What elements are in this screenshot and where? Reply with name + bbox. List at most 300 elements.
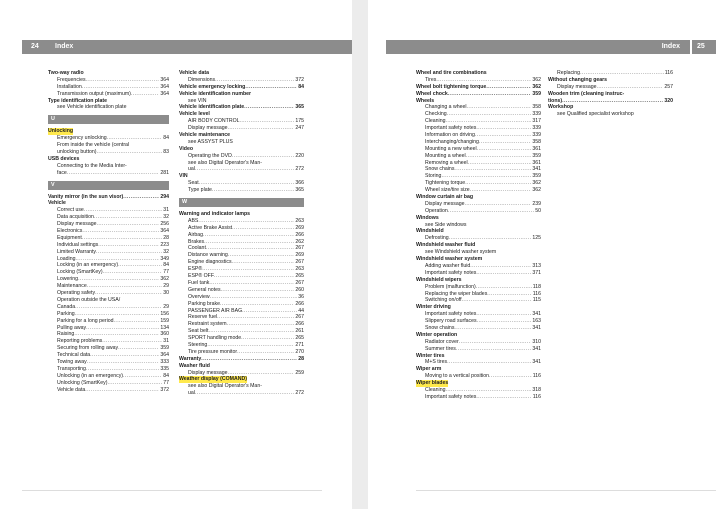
index-entry: [179, 266, 304, 273]
index-page-number: 84: [298, 83, 304, 90]
dot-leader: [468, 160, 532, 167]
index-entry: [179, 287, 304, 294]
index-entry: [416, 111, 541, 118]
index-entry: [416, 187, 541, 194]
dot-leader: [87, 283, 163, 290]
index-entry-text: Parking for a long period: [57, 317, 114, 324]
index-entry-text: Vehicle: [48, 200, 66, 207]
index-page-number: 220: [295, 152, 304, 159]
dot-leader: [82, 84, 160, 91]
dot-leader: [208, 328, 294, 335]
index-page-number: 134: [160, 324, 169, 331]
index-entry: [548, 111, 673, 118]
index-page-number: 359: [160, 345, 169, 352]
dot-leader: [232, 225, 294, 232]
index-entry-text: face: [57, 169, 67, 176]
dot-leader: [241, 335, 294, 342]
index-page-number: 341: [532, 359, 541, 366]
index-entry-text: Wooden trim (cleaning instruc-: [548, 90, 625, 97]
index-entry: [416, 173, 541, 180]
index-heading: [416, 98, 541, 105]
index-entry: [416, 180, 541, 187]
index-page-number: 362: [160, 276, 169, 283]
index-page-number: 372: [295, 76, 304, 83]
index-entry-text: Important safety notes: [425, 311, 477, 318]
index-page-number: 84: [163, 262, 169, 269]
left-page-header: [22, 40, 352, 54]
index-entry: [48, 352, 169, 359]
index-entry: [416, 325, 541, 332]
index-entry: [179, 245, 304, 252]
index-entry: [179, 153, 304, 160]
index-entry: [48, 142, 169, 149]
index-entry-text: Operating the DVD: [188, 152, 232, 159]
index-entry-text: Vehicle data: [57, 386, 86, 393]
dot-leader: [102, 338, 162, 345]
index-page-number: 116: [532, 393, 541, 400]
index-entry-text: Two-way radio: [48, 70, 84, 76]
index-entry-text: ABS: [188, 217, 199, 224]
index-entry: [179, 232, 304, 239]
dot-leader: [87, 359, 160, 366]
index-entry: [179, 273, 304, 280]
index-heading: [416, 304, 541, 311]
index-entry-text: Video: [179, 145, 194, 152]
index-page-number: 365: [295, 187, 304, 194]
index-entry-text: Overview: [188, 293, 210, 300]
index-page-number: 359: [532, 173, 541, 180]
index-entry: [48, 84, 169, 91]
index-entry: [179, 259, 304, 266]
index-page-number: 267: [295, 279, 304, 286]
index-entry: [179, 321, 304, 328]
index-heading: [416, 84, 541, 91]
dot-leader: [84, 207, 162, 214]
index-entry: [179, 98, 304, 105]
index-column-3: [416, 70, 541, 401]
index-entry-text: Mounting a new wheel: [425, 145, 477, 152]
index-entry-text: Wiper blades: [416, 380, 449, 387]
index-page-number: 339: [532, 132, 541, 139]
index-entry: [416, 291, 541, 298]
index-entry-text: Individual settings: [57, 241, 99, 248]
index-entry-text: Wheel size/tire size: [425, 187, 470, 194]
index-page-number: 223: [160, 241, 169, 248]
index-entry-text: Windshield washer system: [416, 256, 483, 263]
index-heading: [416, 277, 541, 284]
index-page-number: 361: [532, 159, 541, 166]
index-entry-text: Mounting a wheel: [425, 152, 466, 159]
index-entry-text: Tires: [425, 76, 437, 83]
index-page-number: 366: [295, 180, 304, 187]
index-entry-text: Electronics: [57, 228, 83, 235]
index-entry: [48, 207, 169, 214]
index-entry: [48, 359, 169, 366]
index-entry: [179, 180, 304, 187]
index-entry: [48, 366, 169, 373]
index-entry-text: SPORT handling mode: [188, 335, 242, 342]
index-entry: [416, 118, 541, 125]
index-entry: [416, 139, 541, 146]
index-entry-text: Restraint system: [188, 321, 227, 328]
index-page-number: 372: [160, 386, 169, 393]
dot-leader: [227, 321, 295, 328]
index-entry-text: Towing away: [57, 358, 87, 365]
index-entry: [48, 325, 169, 332]
index-entry-text: Removing a wheel: [425, 159, 468, 166]
dot-leader: [204, 239, 294, 246]
index-entry-text: Checking: [425, 111, 447, 118]
index-entry-text: ual: [188, 166, 195, 173]
index-entry-text: Storing: [425, 173, 442, 180]
dot-leader: [85, 387, 159, 394]
right-page-title: Index: [661, 43, 680, 50]
index-entry-text: Problem (malfunction): [425, 283, 476, 290]
index-entry-text: see Windshield washer system: [425, 249, 497, 256]
dot-leader: [214, 273, 294, 280]
index-entry-text: Engine diagnostics: [188, 259, 232, 266]
dot-leader: [454, 325, 531, 332]
index-page-number: 333: [160, 358, 169, 365]
index-entry-text: Emergency unlocking: [57, 135, 107, 142]
index-entry: [416, 373, 541, 380]
index-page-number: 361: [532, 145, 541, 152]
index-entry-text: Wheel bolt tightening torque: [416, 83, 487, 90]
index-entry-text: Technical data: [57, 352, 91, 359]
index-entry: [179, 383, 304, 390]
index-entry-text: Winter driving: [416, 304, 451, 311]
index-page-number: 341: [532, 345, 541, 352]
index-entry-text: Coolant: [188, 245, 206, 252]
index-entry: [48, 242, 169, 249]
index-entry: [48, 149, 169, 156]
index-entry: [416, 339, 541, 346]
index-entry-text: Unlocking (SmartKey): [57, 379, 108, 386]
index-heading: [48, 98, 169, 105]
index-entry-text: Raising: [57, 331, 75, 338]
dot-leader: [476, 270, 531, 277]
index-entry: [416, 284, 541, 291]
dot-leader: [82, 235, 162, 242]
index-entry: [48, 170, 169, 177]
index-page-number: 364: [160, 228, 169, 235]
index-entry: [416, 160, 541, 167]
index-entry-text: Type plate: [188, 187, 212, 194]
index-entry-text: Reserve fuel: [188, 314, 218, 321]
index-page-number: 270: [295, 348, 304, 355]
index-entry: [179, 139, 304, 146]
index-entry: [48, 276, 169, 283]
dot-leader: [217, 314, 294, 321]
index-entry: [48, 235, 169, 242]
dot-leader: [448, 208, 534, 215]
index-page-number: 44: [298, 307, 304, 314]
dot-leader: [86, 77, 160, 84]
index-page-number: 317: [532, 118, 541, 125]
index-entry-text: Display message: [188, 369, 228, 376]
index-page-number: 265: [295, 273, 304, 280]
index-page-number: 77: [163, 379, 169, 386]
dot-leader: [78, 276, 159, 283]
index-page-number: 262: [295, 238, 304, 245]
dot-leader: [228, 125, 295, 132]
index-entry: [48, 228, 169, 235]
index-page-number: 339: [532, 125, 541, 132]
dot-leader: [94, 214, 162, 221]
index-entry-text: Display message: [557, 83, 597, 90]
dot-leader: [201, 356, 297, 363]
dot-leader: [131, 91, 159, 98]
index-entry-text: Fuel tank: [188, 279, 210, 286]
dot-leader: [477, 146, 532, 153]
index-entry-text: Maintenance: [57, 283, 87, 290]
index-entry: [416, 297, 541, 304]
index-heading: [179, 132, 304, 139]
index-page-number: 257: [664, 83, 673, 90]
dot-leader: [228, 370, 295, 377]
dot-leader: [221, 287, 295, 294]
dot-leader: [477, 318, 532, 325]
index-page-number: 269: [295, 224, 304, 231]
index-entry-text: Slippery road surfaces: [425, 318, 477, 325]
index-entry: [179, 125, 304, 132]
index-entry-text: unlocking button): [57, 149, 97, 156]
index-heading: [416, 194, 541, 201]
index-entry-text: Parking brake: [188, 300, 221, 307]
index-entry-text: Seat: [188, 180, 199, 187]
index-page-number: 272: [295, 390, 304, 397]
index-entry-text: Without changing gears: [548, 76, 608, 83]
index-entry: [48, 77, 169, 84]
index-entry: [48, 221, 169, 228]
index-column-4: [548, 70, 673, 118]
index-entry-text: Equipment: [57, 234, 82, 241]
dot-leader: [476, 284, 532, 291]
index-heading: [179, 146, 304, 153]
dot-leader: [470, 187, 532, 194]
index-entry: [48, 380, 169, 387]
index-entry-text: Vehicle identification number: [179, 90, 252, 97]
index-entry-text: Snow chains: [425, 324, 455, 331]
index-entry-text: see VIN: [188, 97, 207, 104]
index-heading: [416, 228, 541, 235]
dot-leader: [98, 242, 159, 249]
index-entry-text: Wheel chock: [416, 90, 448, 97]
index-page-number: 364: [160, 90, 169, 97]
index-page-number: 118: [532, 283, 541, 290]
index-page-number: 260: [295, 286, 304, 293]
index-heading: [548, 77, 673, 84]
index-page-number: 31: [163, 338, 169, 345]
right-page-number: 25: [697, 43, 705, 50]
index-entry-text: Limited Warranty: [57, 248, 97, 255]
index-entry-text: Important safety notes: [425, 393, 477, 400]
index-entry-text: Window curtain air bag: [416, 194, 474, 201]
dot-leader: [240, 118, 295, 125]
dot-leader: [199, 180, 295, 187]
index-heading: [548, 104, 673, 111]
index-page-number: 156: [160, 310, 169, 317]
index-heading: [416, 91, 541, 98]
index-entry: [48, 91, 169, 98]
index-page-number: 28: [298, 355, 304, 362]
index-page-number: 294: [160, 193, 169, 200]
dot-leader: [479, 139, 531, 146]
dot-leader: [198, 218, 294, 225]
right-page: [368, 0, 720, 509]
dot-leader: [195, 166, 294, 173]
index-page-number: 362: [532, 180, 541, 187]
index-entry: [179, 160, 304, 167]
index-page-number: 335: [160, 365, 169, 372]
dot-leader: [456, 346, 532, 353]
dot-leader: [447, 359, 531, 366]
index-entry-text: Connecting to the Media Inter-: [57, 162, 127, 169]
index-page-number: 358: [532, 104, 541, 111]
index-page-number: 269: [295, 252, 304, 259]
index-entry: [416, 346, 541, 353]
index-page-number: 50: [535, 207, 541, 214]
index-heading: [179, 84, 304, 91]
index-entry: [548, 70, 673, 77]
index-entry: [416, 235, 541, 242]
dot-leader: [465, 201, 532, 208]
dot-leader: [445, 387, 531, 394]
index-page-number: 371: [532, 269, 541, 276]
index-entry: [48, 214, 169, 221]
index-entry-text: Vehicle identification plate: [179, 104, 245, 111]
index-page-number: 267: [295, 314, 304, 321]
book-gutter: [352, 0, 368, 509]
index-page-number: 359: [532, 90, 541, 97]
index-entry: [416, 318, 541, 325]
index-entry: [48, 256, 169, 263]
index-entry-text: Vehicle level: [179, 111, 210, 118]
index-heading: [179, 111, 304, 118]
index-entry: [48, 163, 169, 170]
index-entry-text: Workshop: [548, 104, 574, 111]
index-entry: [416, 201, 541, 208]
index-entry: [416, 146, 541, 153]
index-entry: [48, 338, 169, 345]
index-entry-text: Vehicle data: [179, 70, 209, 76]
index-entry-text: Data acquisition: [57, 214, 94, 221]
index-heading: [548, 91, 673, 98]
dot-leader: [476, 311, 531, 318]
dot-leader: [195, 390, 294, 397]
index-entry-text: Installation: [57, 83, 82, 90]
index-entry-text: Distance warning: [188, 252, 228, 259]
index-heading: [416, 353, 541, 360]
index-page-number: 318: [532, 386, 541, 393]
index-entry-text: Wiper arm: [416, 366, 442, 373]
index-entry-text: Steering: [188, 341, 208, 348]
dot-leader: [470, 263, 531, 270]
index-entry: [416, 104, 541, 111]
dot-leader: [242, 308, 297, 315]
dot-leader: [107, 380, 162, 387]
index-entry: [416, 153, 541, 160]
dot-leader: [220, 301, 294, 308]
dot-leader: [212, 187, 294, 194]
dot-leader: [103, 269, 163, 276]
index-entry-text: Transporting: [57, 365, 86, 372]
dot-leader: [597, 84, 664, 91]
index-entry-text: Active Brake Assist: [188, 224, 233, 231]
index-page-number: 339: [532, 111, 541, 118]
index-page-number: 28: [163, 234, 169, 241]
index-entry: [179, 225, 304, 232]
index-entry-text: Moving to a vertical position: [425, 373, 490, 380]
index-entry-text: USB devices: [48, 155, 80, 162]
index-entry-text: Radiator cover: [425, 338, 459, 345]
dot-leader: [232, 259, 295, 266]
index-entry-text: Defrosting: [425, 235, 449, 242]
index-page-number: 360: [160, 331, 169, 338]
index-entry-text: Canada: [57, 303, 76, 310]
dot-leader: [202, 266, 294, 273]
index-page-number: 83: [163, 149, 169, 156]
index-page-number: 29: [163, 303, 169, 310]
dot-leader: [96, 249, 162, 256]
index-entry-text: Brakes: [188, 238, 205, 245]
index-entry-text: Wheel and tire combinations: [416, 70, 487, 76]
left-page-number: 24: [31, 43, 39, 50]
index-entry-text: General notes: [188, 286, 221, 293]
index-entry-text: Washer fluid: [179, 362, 210, 369]
index-page-number: 175: [295, 118, 304, 125]
dot-leader: [465, 180, 531, 187]
dot-leader: [487, 291, 531, 298]
dot-leader: [207, 342, 294, 349]
index-entry-text: see ASSYST PLUS: [188, 138, 233, 145]
dot-leader: [75, 311, 160, 318]
index-entry-text: Reporting problems: [57, 338, 103, 345]
index-entry-text: Loading: [57, 255, 76, 262]
index-entry-text: Operation: [425, 207, 448, 214]
dot-leader: [445, 118, 531, 125]
index-page-number: 362: [532, 76, 541, 83]
index-entry-text: Information on driving: [425, 132, 475, 139]
index-entry: [416, 222, 541, 229]
dot-leader: [123, 373, 162, 380]
index-entry-text: PASSENGER AIR BAG: [188, 307, 243, 314]
index-entry-text: ual: [188, 390, 195, 397]
dot-leader: [489, 373, 532, 380]
index-entry: [179, 280, 304, 287]
index-heading: [179, 173, 304, 180]
index-page-number: 349: [160, 255, 169, 262]
index-entry-text: From inside the vehicle (central: [57, 142, 130, 149]
dot-leader: [123, 194, 159, 201]
dot-leader: [449, 235, 532, 242]
dot-leader: [476, 125, 531, 132]
dot-leader: [75, 256, 159, 263]
dot-leader: [467, 104, 532, 111]
index-entry: [48, 290, 169, 297]
index-heading: [179, 376, 304, 383]
index-entry: [179, 166, 304, 173]
index-entry: [48, 318, 169, 325]
index-entry-text: Cleaning: [425, 386, 446, 393]
index-entry-text: Vanity mirror (in the sun visor): [48, 193, 124, 200]
index-entry: [416, 394, 541, 401]
dot-leader: [441, 173, 531, 180]
index-page-number: 364: [160, 76, 169, 83]
index-entry-text: see Vehicle identification plate: [57, 104, 127, 111]
left-page-footer-rule: [22, 490, 322, 491]
left-page: [0, 0, 352, 509]
